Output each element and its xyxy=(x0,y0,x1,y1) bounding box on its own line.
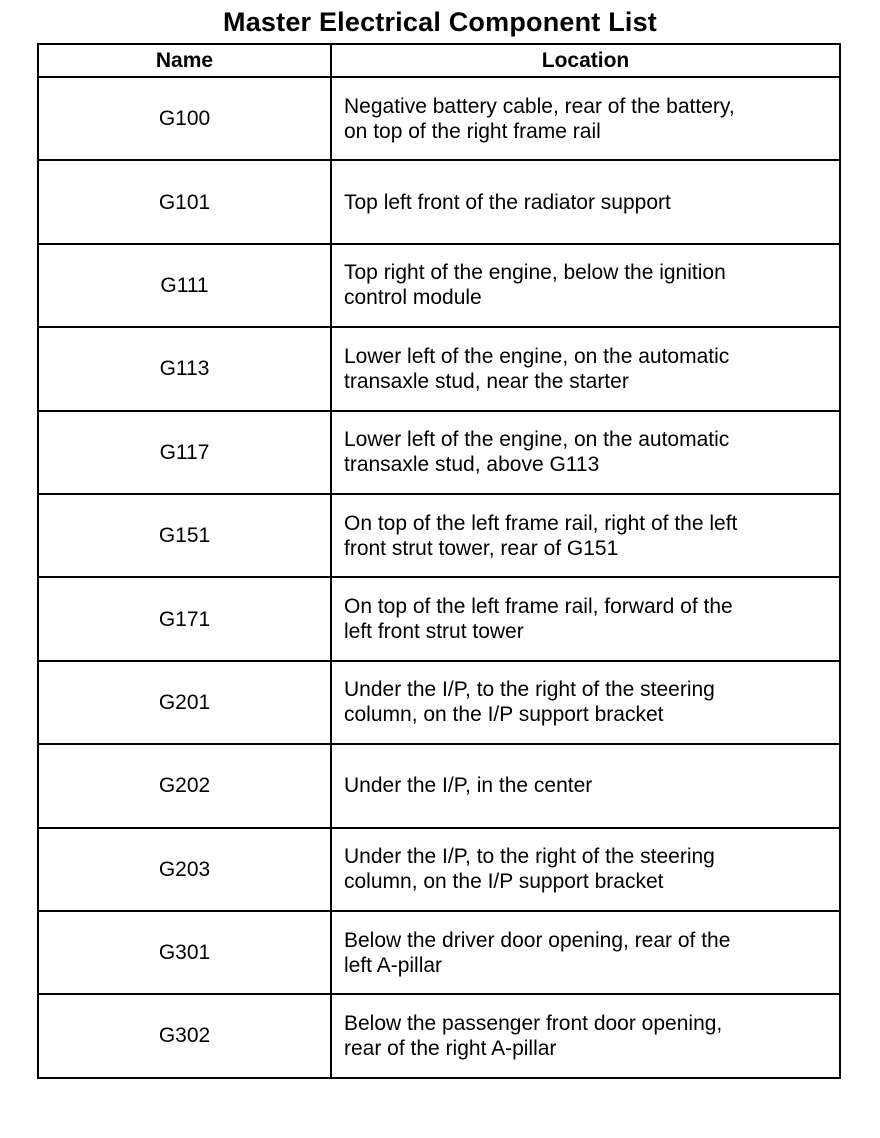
table-row xyxy=(38,327,840,410)
component-location xyxy=(331,744,840,827)
location-line: column, on the I/P support bracket xyxy=(344,703,664,727)
component-location xyxy=(331,577,840,660)
location-line: front strut tower, rear of G151 xyxy=(344,536,619,560)
location-line: Below the passenger front door opening, xyxy=(344,1011,723,1035)
table-row xyxy=(38,661,840,744)
location-line: column, on the I/P support bracket xyxy=(344,870,664,894)
component-location xyxy=(331,411,840,494)
location-line: Under the I/P, to the right of the steering xyxy=(344,678,715,702)
table-row xyxy=(38,494,840,577)
location-line: On top of the left frame rail, forward of the xyxy=(344,595,733,619)
location-line: Lower left of the engine, on the automatic xyxy=(344,344,730,368)
component-name: G111 xyxy=(38,244,331,327)
location-line: Under the I/P, to the right of the steering xyxy=(344,845,715,869)
table-row xyxy=(38,744,840,827)
location-line: On top of the left frame rail, right of the left xyxy=(344,511,738,535)
component-name: G202 xyxy=(38,744,331,827)
component-location xyxy=(331,327,840,410)
component-location xyxy=(331,160,840,243)
location-line: left A-pillar xyxy=(344,953,443,977)
component-name: G302 xyxy=(38,994,331,1077)
table-row xyxy=(38,77,840,160)
component-name: G301 xyxy=(38,911,331,994)
location-line: transaxle stud, near the starter xyxy=(344,369,629,393)
component-location xyxy=(331,994,840,1077)
table-row xyxy=(38,828,840,911)
column-header-name: Name xyxy=(38,44,331,77)
component-location xyxy=(331,77,840,160)
table-row xyxy=(38,577,840,660)
column-header-location: Location xyxy=(331,44,840,77)
component-name: G203 xyxy=(38,828,331,911)
table-row xyxy=(38,244,840,327)
page-title: Master Electrical Component List xyxy=(223,7,657,37)
component-location xyxy=(331,494,840,577)
component-table xyxy=(37,43,841,1079)
component-location xyxy=(331,661,840,744)
table-header xyxy=(38,44,840,77)
location-line: on top of the right frame rail xyxy=(344,119,601,143)
component-location xyxy=(331,828,840,911)
table-row xyxy=(38,911,840,994)
component-name: G113 xyxy=(38,327,331,410)
component-name: G117 xyxy=(38,411,331,494)
location-line: Below the driver door opening, rear of the xyxy=(344,928,731,952)
component-name: G201 xyxy=(38,661,331,744)
location-line: rear of the right A-pillar xyxy=(344,1036,557,1060)
table-row xyxy=(38,411,840,494)
header-row xyxy=(38,44,840,77)
location-line: Top right of the engine, below the ignition xyxy=(344,261,726,285)
table-body xyxy=(38,77,840,1078)
component-name: G151 xyxy=(38,494,331,577)
component-name: G100 xyxy=(38,77,331,160)
location-line: Lower left of the engine, on the automatic xyxy=(344,428,730,452)
location-line: Top left front of the radiator support xyxy=(344,190,671,214)
location-line: left front strut tower xyxy=(344,620,524,644)
component-location xyxy=(331,244,840,327)
component-location xyxy=(331,911,840,994)
location-line: transaxle stud, above G113 xyxy=(344,453,600,477)
component-name: G171 xyxy=(38,577,331,660)
location-line: Negative battery cable, rear of the battery, xyxy=(344,94,735,118)
component-name: G101 xyxy=(38,160,331,243)
location-line: Under the I/P, in the center xyxy=(344,774,593,798)
table-row xyxy=(38,994,840,1077)
location-line: control module xyxy=(344,286,482,310)
table-row xyxy=(38,160,840,243)
